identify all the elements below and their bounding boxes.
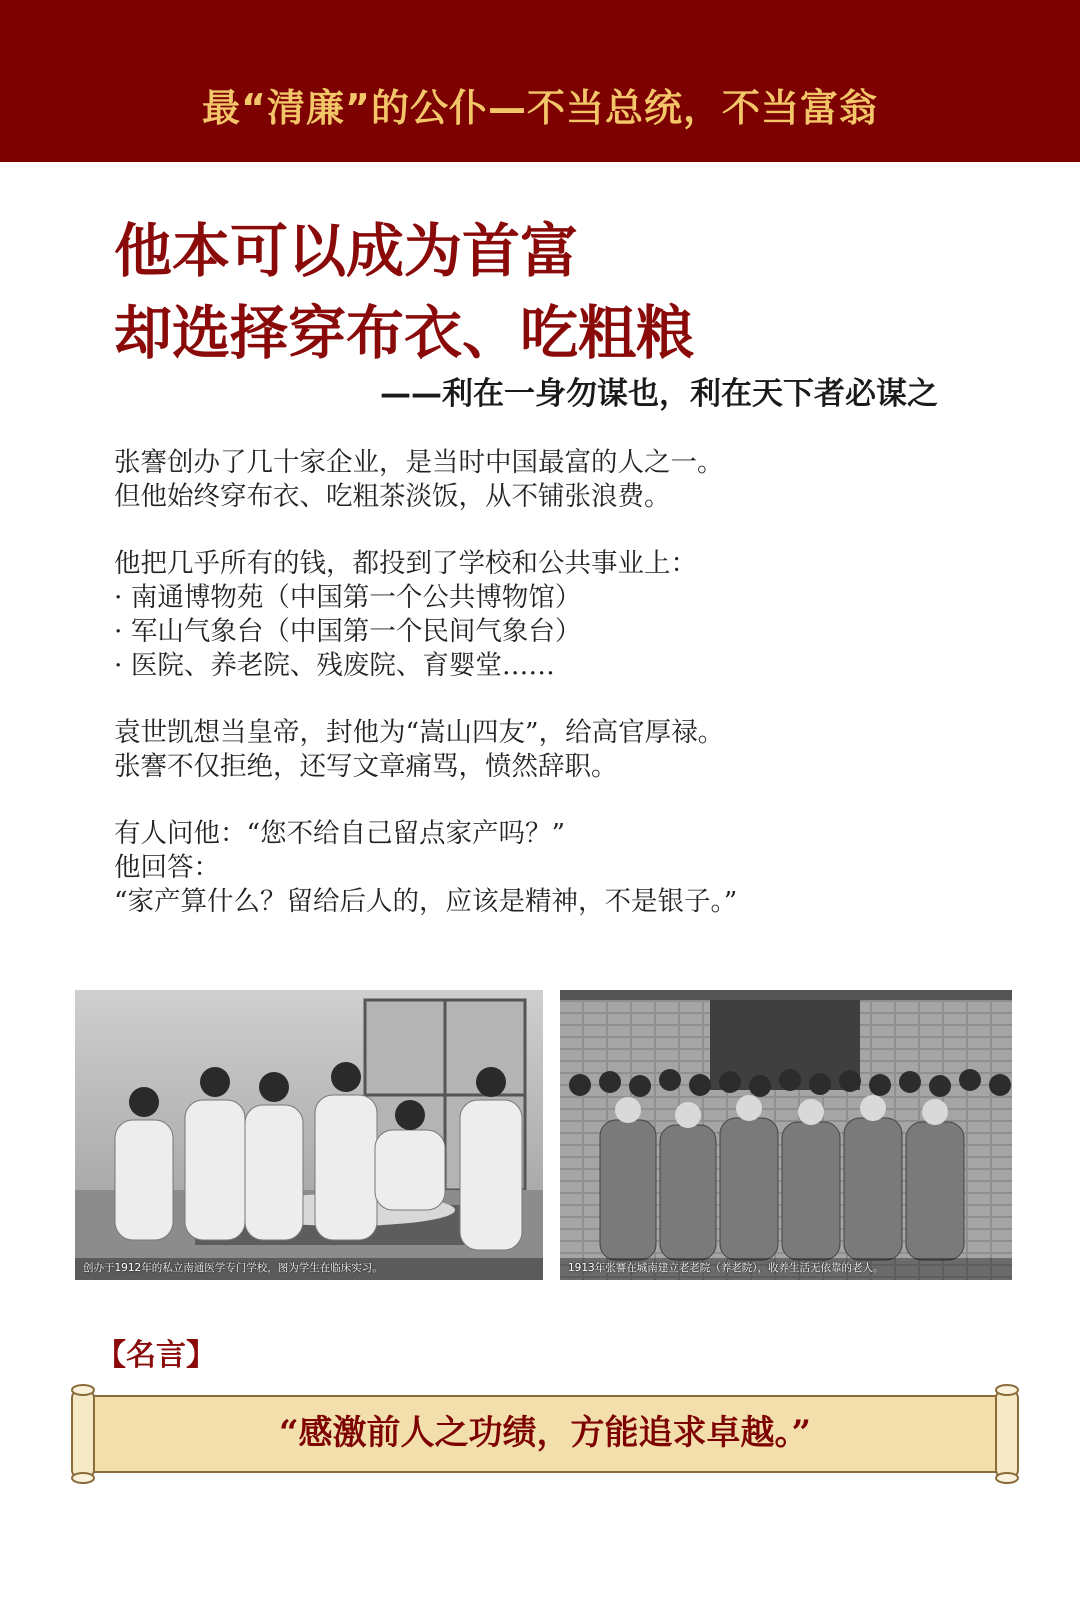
nursing-home-illustration — [560, 990, 1012, 1280]
paragraph-4 — [114, 817, 974, 919]
photo-caption: 创办于1912年的私立南通医学专门学校，图为学生在临床实习。 — [83, 1262, 383, 1274]
text-line: 他把几乎所有的钱，都投到了学校和公共事业上： — [114, 548, 697, 579]
paragraph-3 — [114, 716, 974, 784]
headline-line-1: 他本可以成为首富 — [114, 217, 579, 285]
medical-school-photo — [75, 990, 543, 1280]
text-line: 但他始终穿布衣、吃粗茶淡饭，从不铺张浪费。 — [114, 481, 671, 512]
paragraph-1 — [114, 446, 974, 514]
medical-school-illustration — [75, 990, 543, 1280]
headline — [114, 210, 694, 374]
text-line: 袁世凯想当皇帝，封他为“嵩山四友”，给高官厚禄。 — [114, 717, 725, 748]
photo-caption: 1913年张謇在城南建立老老院（养老院），收养生活无依靠的老人。 — [568, 1262, 884, 1274]
paragraph-2 — [114, 547, 974, 683]
subheadline: ——利在一身勿谋也，利在天下者必谋之 — [380, 376, 938, 412]
body-text — [114, 446, 974, 952]
banner-title: 最“清廉”的公仆—不当总统，不当富翁 — [202, 86, 878, 130]
text-line: 张謇创办了几十家企业，是当时中国最富的人之一。 — [114, 447, 724, 478]
nursing-home-photo — [560, 990, 1012, 1280]
quote-text: “感激前人之功绩，方能追求卓越。” — [278, 1413, 812, 1453]
list-item: · 军山气象台（中国第一个民间气象台） — [114, 616, 582, 647]
text-line: 他回答： — [114, 852, 220, 883]
headline-line-2: 却选择穿布衣、吃粗粮 — [114, 299, 695, 367]
top-banner — [0, 0, 1080, 162]
text-line: “家产算什么？留给后人的，应该是精神，不是银子。” — [114, 886, 738, 917]
quote-label: 【名言】 — [96, 1338, 216, 1373]
text-line: 有人问他：“您不给自己留点家产吗？” — [114, 818, 566, 849]
text-line: 张謇不仅拒绝，还写文章痛骂，愤然辞职。 — [114, 751, 618, 782]
quote-scroll — [60, 1384, 1030, 1484]
list-item: · 医院、养老院、残废院、育婴堂…… — [114, 650, 555, 681]
list-item: · 南通博物苑（中国第一个公共博物馆） — [114, 582, 582, 613]
